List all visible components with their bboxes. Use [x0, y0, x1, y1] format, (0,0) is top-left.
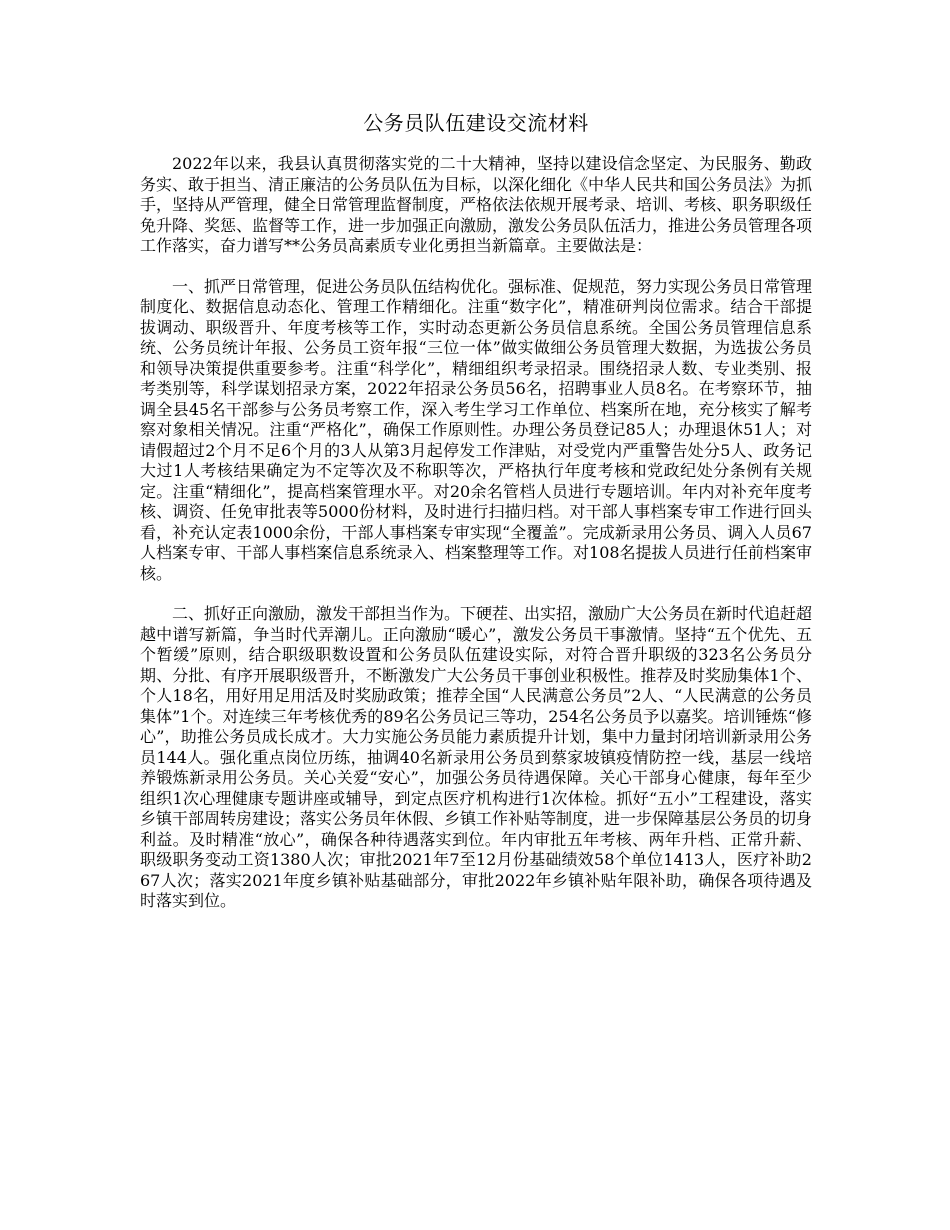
document-title: 公务员队伍建设交流材料: [363, 111, 589, 135]
intro-paragraph: 2022年以来，我县认真贯彻落实党的二十大精神，坚持以建设信念坚定、为民服务、勤政务实、敢于担当、清正廉洁的公务员队伍为目标，以深化细化《中华人民共和国公务员法》为抓手，坚持从严管理，健全日常管理监督制度，严格依法依规开展考录、培训、考核、职务职级任免升降、奖惩、监督等工作，进一步加强正向激励，激发公务员队伍活力，推进公务员管理各项工作落实，奋力谱写**公务员高素质专业化勇担当新篇章。主要做法是：: [140, 154, 813, 255]
section-one-paragraph: 一、抓严日常管理，促进公务员队伍结构优化。强标准、促规范，努力实现公务员日常管理制度化、数据信息动态化、管理工作精细化。注重“数字化”，精准研判岗位需求。结合干部提拔调动、职级晋升、年度考核等工作，实时动态更新公务员信息系统。全国公务员管理信息系统、公务员统计年报、公务员工资年报“三位一体”做实做细公务员管理大数据，为选拔公务员和领导决策提供重要参考。注重“科学化”，精细组织考录招录。围绕招录人数、专业类别、报考类别等，科学谋划招录方案，2022年招录公务员56名，招聘事业人员8名。在考察环节，抽调全县45名干部参与公务员考察工作，深入考生学习工作单位、档案所在地，充分核实了解考察对象相关情况。注重“严格化”，确保工作原则性。办理公务员登记85人；办理退休51人；对请假超过2个月不足6个月的3人从第3月起停发工作津贴，对受党内严重警告处分5人、政务记大过1人考核结果确定为不定等次及不称职等次，严格执行年度考核和党政纪处分条例有关规定。注重“精细化”，提高档案管理水平。对20余名管档人员进行专题培训。年内对补充年度考核、调资、任免审批表等5000份材料，及时进行扫描归档。对干部人事档案专审工作进行回头看，补充认定表1000余份，干部人事档案专审实现“全覆盖”。完成新录用公务员、调入人员67人档案专审、干部人事档案信息系统录入、档案整理等工作。对108名提拔人员进行任前档案审核。: [140, 276, 813, 583]
document-page: [140, 108, 812, 932]
section-two-paragraph: 二、抓好正向激励，激发干部担当作为。下硬茬、出实招，激励广大公务员在新时代追赶超越中谱写新篇，争当时代弄潮儿。正向激励“暖心”，激发公务员干事激情。坚持“五个优先、五个暂缓”原则，结合职级职数设置和公务员队伍建设实际，对符合晋升职级的323名公务员分期、分批、有序开展职级晋升，不断激发广大公务员干事创业积极性。推荐及时奖励集体1个、个人18名，用好用足用活及时奖励政策；推荐全国“人民满意公务员”2人、“人民满意的公务员集体”1个。对连续三年考核优秀的89名公务员记三等功，254名公务员予以嘉奖。培训锤炼“修心”，助推公务员成长成才。大力实施公务员能力素质提升计划，集中力量封闭培训新录用公务员144人。强化重点岗位历练，抽调40名新录用公务员到蔡家坡镇疫情防控一线，基层一线培养锻炼新录用公务员。关心关爱“安心”，加强公务员待遇保障。关心干部身心健康，每年至少组织1次心理健康专题讲座或辅导，到定点医疗机构进行1次体检。抓好“五小”工程建设，落实乡镇干部周转房建设；落实公务员年休假、乡镇工作补贴等制度，进一步保障基层公务员的切身利益。及时精准“放心”，确保各种待遇落实到位。年内审批五年考核、两年升档、正常升薪、职级职务变动工资1380人次；审批2021年7至12月份基础绩效58个单位1413人，医疗补助267人次；落实2021年度乡镇补贴基础部分，审批2022年乡镇补贴年限补助，确保各项待遇及时落实到位。: [140, 604, 813, 910]
